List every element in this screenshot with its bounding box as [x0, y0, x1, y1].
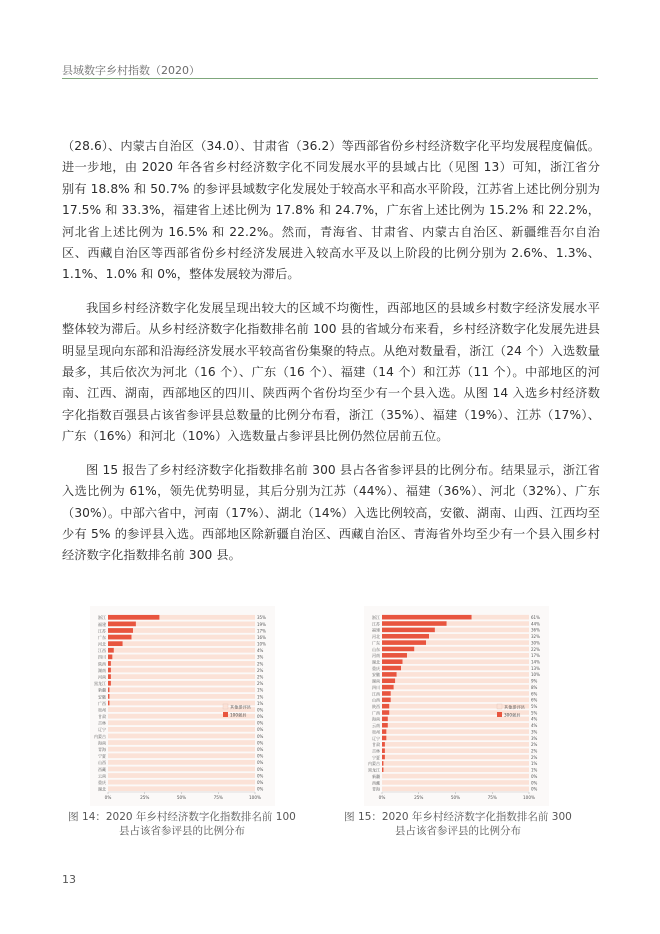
- x-tick-label: 0%: [104, 795, 112, 800]
- value-label: 0%: [257, 766, 264, 772]
- x-tick-label: 50%: [176, 795, 187, 800]
- value-label: 14%: [531, 659, 540, 665]
- legend-swatch-other: [497, 704, 502, 709]
- value-label: 0%: [257, 720, 264, 726]
- value-label: 32%: [531, 634, 540, 640]
- figure-15-chart: [364, 606, 549, 806]
- bar-其他参评县-宁夏: [385, 755, 529, 760]
- bar-100强县-广西: [108, 701, 109, 706]
- category-label: 西藏: [372, 780, 380, 786]
- figure-15-svg: [364, 606, 549, 806]
- legend-label-other: 其他参评县: [504, 704, 525, 710]
- category-label: 广东: [372, 640, 380, 646]
- value-label: 0%: [257, 714, 264, 720]
- bar-其他参评县-陕西: [111, 661, 255, 666]
- figure-14-chart: [90, 606, 275, 806]
- bar-其他参评县-福建: [136, 622, 255, 627]
- category-label: 广西: [372, 710, 380, 716]
- bar-100强县-新疆: [108, 687, 109, 692]
- category-label: 海南: [98, 740, 106, 746]
- value-label: 3%: [531, 735, 538, 741]
- bar-100强县-江西: [108, 648, 114, 653]
- value-label: 0%: [257, 786, 264, 792]
- bar-100强县-河南: [108, 674, 111, 679]
- value-label: 0%: [257, 727, 264, 733]
- bar-其他参评县-河南: [407, 653, 529, 658]
- value-label: 44%: [531, 621, 540, 627]
- category-label: 甘肃: [98, 714, 106, 720]
- value-label: 2%: [531, 754, 538, 760]
- category-label: 湖北: [98, 786, 106, 792]
- category-label: 广东: [98, 634, 106, 640]
- bar-其他参评县-西藏: [108, 767, 255, 772]
- category-label: 辽宁: [372, 735, 380, 741]
- bar-其他参评县-广东: [426, 640, 529, 645]
- category-label: 山西: [372, 697, 380, 703]
- bar-100强县-河北: [108, 641, 123, 646]
- bar-100强县-四川: [108, 654, 112, 659]
- value-label: 4%: [531, 716, 538, 722]
- figure-15-caption: 图 15：2020 年乡村经济数字化指数排名前 300 县占该省参评县的比例分布: [344, 811, 572, 837]
- category-label: 湖北: [372, 659, 380, 665]
- bar-其他参评县-黑龙江: [383, 767, 529, 772]
- value-label: 0%: [531, 780, 538, 786]
- value-label: 0%: [257, 753, 264, 759]
- value-label: 10%: [531, 672, 540, 678]
- bar-300强县-广东: [382, 640, 426, 645]
- x-tick-label: 75%: [487, 795, 497, 800]
- category-label: 青海: [372, 786, 380, 792]
- bar-300强县-浙江: [382, 615, 472, 620]
- bar-100强县-江苏: [108, 628, 133, 633]
- value-label: 30%: [531, 640, 540, 646]
- category-label: 广西: [98, 700, 106, 706]
- bar-其他参评县-广东: [132, 635, 255, 640]
- category-label: 河北: [372, 634, 380, 640]
- category-label: 黑龙江: [94, 681, 106, 687]
- category-label: 吉林: [372, 748, 380, 754]
- bar-其他参评县-湖北: [403, 659, 529, 664]
- value-label: 17%: [531, 653, 540, 659]
- bar-300强县-吉林: [382, 748, 385, 753]
- bar-100强县-广东: [108, 635, 132, 640]
- bar-其他参评县-贵州: [386, 729, 529, 734]
- bar-其他参评县-浙江: [472, 615, 529, 620]
- bar-100强县-福建: [108, 622, 136, 627]
- bar-300强县-广西: [382, 710, 389, 715]
- category-label: 安徽: [98, 694, 106, 700]
- bar-其他参评县-云南: [388, 723, 529, 728]
- bar-其他参评县-西藏: [382, 780, 529, 785]
- category-label: 福建: [372, 627, 380, 633]
- paragraph-1: （28.6）、内蒙古自治区（34.0）、甘肃省（36.2）等西部省份乡村经济数字化平均发展程度偏低。进一步地，由 2020 年各省乡村经济数字化不同发展水平的县域占比（见图 13）可知，浙江省分别有 18.8% 和 50.7% 的参评县域数字化发展处于较高水平和高水平阶段，江苏省上述比例分别为 17.5% 和 33.3%，福建省上述比例为 17.8% 和 24.7%，广东省上述比例为 15.2% 和 22.2%，河北省上述比例为 16.5% 和 22.2%。然而，青海省、甘肃省、内蒙古自治区、新疆维吾尔自治区、西藏自治区等西部省份乡村经济发展进入较高水平及以上阶段的比例分别为 2.6%、1.3%、1.1%、1.0% 和 0%，整体发展较为滞后。: [62, 139, 600, 282]
- bar-其他参评县-青海: [382, 787, 529, 792]
- bar-其他参评县-吉林: [108, 720, 255, 725]
- bar-300强县-内蒙古: [382, 761, 383, 766]
- value-label: 2%: [257, 667, 264, 673]
- value-label: 0%: [257, 760, 264, 766]
- bar-300强县-湖南: [382, 678, 395, 683]
- category-label: 重庆: [372, 665, 380, 671]
- value-label: 4%: [257, 648, 264, 654]
- value-label: 0%: [257, 773, 264, 779]
- bar-300强县-重庆: [382, 666, 401, 671]
- category-label: 新疆: [372, 773, 380, 779]
- category-label: 西藏: [98, 766, 106, 772]
- bar-300强县-辽宁: [382, 736, 386, 741]
- bar-其他参评县-山西: [108, 760, 255, 765]
- value-label: 8%: [531, 684, 538, 690]
- bar-其他参评县-四川: [112, 654, 255, 659]
- bar-其他参评县-安徽: [397, 672, 529, 677]
- bar-100强县-安徽: [108, 694, 109, 699]
- category-label: 海南: [372, 716, 380, 722]
- bar-其他参评县-湖南: [395, 678, 529, 683]
- bar-其他参评县-河北: [429, 634, 529, 639]
- bar-其他参评县-新疆: [109, 687, 255, 692]
- category-label: 辽宁: [98, 727, 106, 733]
- value-label: 6%: [531, 697, 538, 703]
- value-label: 1%: [257, 700, 264, 706]
- page-number: 13: [62, 873, 76, 886]
- bar-其他参评县-辽宁: [386, 736, 529, 741]
- bar-100强县-浙江: [108, 615, 159, 620]
- bar-其他参评县-内蒙古: [108, 734, 255, 739]
- category-label: 四川: [98, 654, 106, 660]
- bar-其他参评县-河北: [123, 641, 255, 646]
- value-label: 2%: [257, 681, 264, 687]
- value-label: 13%: [531, 665, 540, 671]
- category-label: 山东: [372, 646, 380, 652]
- x-tick-label: 50%: [450, 795, 461, 800]
- category-label: 安徽: [372, 672, 380, 678]
- category-label: 山西: [98, 760, 106, 766]
- bar-其他参评县-吉林: [385, 748, 529, 753]
- bar-其他参评县-江苏: [447, 621, 529, 626]
- category-label: 湖南: [372, 678, 380, 684]
- category-label: 河南: [98, 674, 106, 680]
- running-header: 县域数字乡村指数（2020）: [62, 64, 200, 77]
- bar-300强县-山西: [382, 698, 391, 703]
- bar-其他参评县-新疆: [382, 774, 529, 779]
- x-tick-label: 75%: [213, 795, 223, 800]
- category-label: 宁夏: [98, 753, 106, 759]
- bar-300强县-江西: [382, 691, 391, 696]
- category-label: 江西: [98, 648, 106, 654]
- value-label: 0%: [531, 786, 538, 792]
- bar-300强县-江苏: [382, 621, 447, 626]
- category-label: 宁夏: [372, 754, 380, 760]
- category-label: 河北: [98, 641, 106, 647]
- header-divider: [62, 78, 598, 79]
- bar-300强县-宁夏: [382, 755, 385, 760]
- figure-14-svg: [90, 606, 275, 806]
- bar-300强县-黑龙江: [382, 767, 383, 772]
- figure-14-caption: 图 14：2020 年乡村经济数字化指数排名前 100 县占该省参评县的比例分布: [68, 811, 296, 837]
- bar-其他参评县-辽宁: [108, 727, 255, 732]
- value-label: 0%: [257, 740, 264, 746]
- value-label: 4%: [531, 723, 538, 729]
- category-label: 内蒙古: [368, 761, 380, 767]
- value-label: 0%: [257, 707, 264, 713]
- value-label: 16%: [257, 634, 266, 640]
- category-label: 陕西: [372, 703, 380, 709]
- category-label: 浙江: [372, 614, 380, 620]
- category-label: 福建: [98, 621, 106, 627]
- bar-其他参评县-青海: [108, 747, 255, 752]
- value-label: 9%: [531, 678, 538, 684]
- bar-300强县-山东: [382, 647, 414, 652]
- bar-300强县-贵州: [382, 729, 386, 734]
- value-label: 6%: [531, 691, 538, 697]
- bar-其他参评县-浙江: [159, 615, 255, 620]
- category-label: 浙江: [98, 615, 106, 621]
- bar-其他参评县-河南: [111, 674, 255, 679]
- x-tick-label: 0%: [378, 795, 386, 800]
- x-tick-label: 25%: [140, 795, 150, 800]
- bar-其他参评县-黑龙江: [111, 681, 255, 686]
- bar-300强县-陕西: [382, 704, 389, 709]
- legend-swatch-other: [223, 704, 228, 709]
- category-label: 陕西: [98, 661, 106, 667]
- bar-300强县-河南: [382, 653, 407, 658]
- bar-300强县-福建: [382, 628, 435, 633]
- value-label: 35%: [257, 615, 266, 621]
- value-label: 2%: [531, 748, 538, 754]
- value-label: 2%: [531, 742, 538, 748]
- category-label: 江西: [372, 691, 380, 697]
- category-label: 甘肃: [372, 742, 380, 748]
- value-label: 0%: [257, 779, 264, 785]
- bar-300强县-甘肃: [382, 742, 385, 747]
- value-label: 5%: [531, 703, 538, 709]
- bar-其他参评县-云南: [108, 773, 255, 778]
- bar-300强县-河北: [382, 634, 429, 639]
- value-label: 1%: [531, 767, 538, 773]
- value-label: 0%: [257, 733, 264, 739]
- value-label: 1%: [531, 761, 538, 767]
- bar-100强县-湖南: [108, 668, 111, 673]
- legend-swatch-top: [497, 712, 502, 717]
- legend-label-top: 100强县: [230, 712, 247, 718]
- bar-其他参评县-福建: [435, 628, 529, 633]
- bar-300强县-安徽: [382, 672, 397, 677]
- body-text: [62, 136, 600, 579]
- bar-100强县-陕西: [108, 661, 111, 666]
- category-label: 江苏: [98, 628, 106, 634]
- value-label: 1%: [257, 687, 264, 693]
- legend-swatch-top: [223, 712, 228, 717]
- value-label: 19%: [257, 621, 266, 627]
- value-label: 10%: [257, 641, 266, 647]
- bar-其他参评县-重庆: [401, 666, 529, 671]
- x-tick-label: 100%: [523, 795, 535, 800]
- bar-其他参评县-湖北: [108, 786, 255, 791]
- x-tick-label: 100%: [249, 795, 261, 800]
- paragraph-2: 我国乡村经济数字化发展呈现出较大的区域不均衡性，西部地区的县域乡村数字经济发展水平整体较为滞后。从乡村经济数字化指数排名前 100 县的省域分布来看，乡村经济数字化发展先进县明显呈现向东部和沿海经济发展水平较高省份集聚的特点。从绝对数量看，浙江（24 个）入选数量最多，其后依次为河北（16 个）、广东（16 个）、福建（14 个）和江苏（11 个）。中部地区的河南、江西、湖南，西部地区的四川、陕西两个省份均至少有一个县入选。从图 14 入选乡村经济数字化指数百强县占该省参评县总数量的比例分布看，浙江（35%）、福建（19%）、江苏（17%）、广东（16%）和河北（10%）入选数量占参评县比例仍然位居前五位。: [62, 300, 600, 444]
- bar-其他参评县-海南: [108, 740, 255, 745]
- category-label: 黑龙江: [368, 767, 380, 773]
- value-label: 0%: [531, 773, 538, 779]
- value-label: 2%: [257, 661, 264, 667]
- category-label: 青海: [98, 747, 106, 753]
- value-label: 36%: [531, 627, 540, 633]
- bar-其他参评县-重庆: [108, 780, 255, 785]
- category-label: 内蒙古: [94, 733, 106, 739]
- x-tick-label: 25%: [414, 795, 424, 800]
- bar-300强县-海南: [382, 717, 388, 722]
- bar-300强县-湖北: [382, 659, 403, 664]
- bar-其他参评县-四川: [394, 685, 529, 690]
- value-label: 1%: [257, 694, 264, 700]
- value-label: 61%: [531, 614, 540, 620]
- bar-其他参评县-湖南: [111, 668, 255, 673]
- bar-其他参评县-江西: [114, 648, 255, 653]
- bar-其他参评县-江西: [391, 691, 529, 696]
- bar-其他参评县-安徽: [109, 694, 255, 699]
- value-label: 22%: [531, 646, 540, 652]
- bar-100强县-黑龙江: [108, 681, 111, 686]
- value-label: 3%: [531, 729, 538, 735]
- category-label: 云南: [98, 773, 106, 779]
- category-label: 云南: [372, 723, 380, 729]
- bar-其他参评县-内蒙古: [383, 761, 529, 766]
- value-label: 3%: [257, 654, 264, 660]
- value-label: 5%: [531, 710, 538, 716]
- category-label: 新疆: [98, 687, 106, 693]
- bar-其他参评县-江苏: [133, 628, 255, 633]
- legend-label-other: 其他参评县: [230, 704, 251, 710]
- category-label: 湖南: [98, 667, 106, 673]
- paragraph-3: 图 15 报告了乡村经济数字化指数排名前 300 县占各省参评县的比例分布。结果显示，浙江省入选比例为 61%，领先优势明显，其后分别为江苏（44%）、福建（36%）、河北（32%）、广东（30%）。中部六省中，河南（17%）、湖北（14%）入选比例较高，安徽、湖南、山西、江西均至少有 5% 的参评县入选。西部地区除新疆自治区、西藏自治区、青海省外均至少有一个县入围乡村经济数字化指数排名前 300 县。: [62, 462, 600, 563]
- bar-300强县-四川: [382, 685, 394, 690]
- category-label: 四川: [372, 684, 380, 690]
- category-label: 重庆: [98, 779, 106, 785]
- category-label: 贵州: [98, 707, 106, 713]
- category-label: 吉林: [98, 720, 106, 726]
- category-label: 江苏: [372, 621, 380, 627]
- bar-其他参评县-山东: [414, 647, 529, 652]
- bar-300强县-云南: [382, 723, 388, 728]
- value-label: 2%: [257, 674, 264, 680]
- category-label: 河南: [372, 653, 380, 659]
- value-label: 17%: [257, 628, 266, 634]
- bar-其他参评县-山西: [391, 698, 529, 703]
- bar-其他参评县-甘肃: [385, 742, 529, 747]
- bar-其他参评县-宁夏: [108, 753, 255, 758]
- value-label: 0%: [257, 747, 264, 753]
- legend-label-top: 300强县: [504, 712, 521, 718]
- category-label: 贵州: [372, 729, 380, 735]
